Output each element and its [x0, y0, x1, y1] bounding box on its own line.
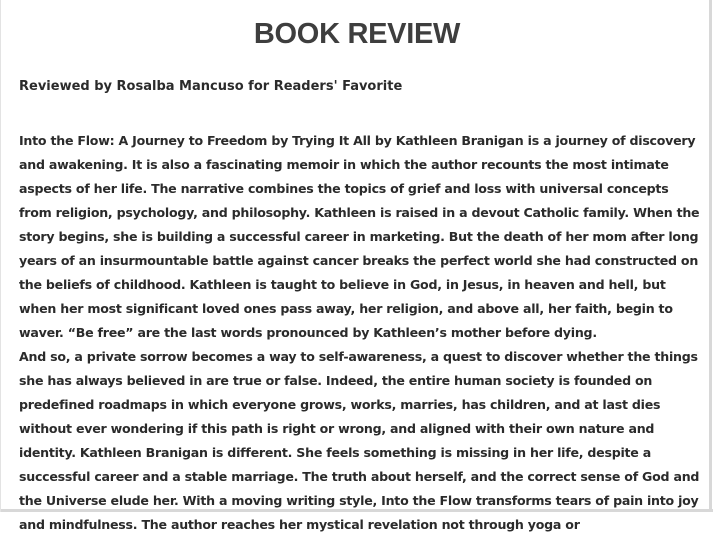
reviewer-byline: Reviewed by Rosalba Mancuso for Readers' Favorite	[19, 79, 403, 94]
bottom-edge-divider	[1, 509, 713, 512]
review-paragraph-2: And so, a private sorrow becomes a way to self-awareness, a quest to discover whether the things she has always believed in are true or false. Indeed, the entire human society is founded on predefined roadmaps in which everyone grows, works, marries, has children, and at last dies without ever wondering if this path is right or wrong, and aligned with their own nature and identity. Kathleen Branigan is different. She feels something is missing in her life, despite a successful career and a stable marriage. The truth about herself, and the correct sense of God and the Universe elude her. With a moving writing style, Into the Flow transforms tears of pain into joy and mindfulness. The author reaches her mystical revelation not through yoga or	[19, 349, 700, 532]
page-title: BOOK REVIEW	[253, 18, 461, 50]
review-paragraph-1: Into the Flow: A Journey to Freedom by Trying It All by Kathleen Branigan is a journey of discovery and awakening. It is also a fascinating memoir in which the author recounts the most intimate aspects of her life. The narrative combines the topics of grief and loss with universal concepts from religion, psychology, and philosophy. Kathleen is raised in a devout Catholic family. When the story begins, she is building a successful career in marketing. But the death of her mom after long years of an insurmountable battle against cancer breaks the perfect world she had constructed on the beliefs of childhood. Kathleen is taught to believe in God, in Jesus, in heaven and hell, but when her most significant loved ones pass away, her religion, and above all, her faith, begin to waver. “Be free” are the last words pronounced by Kathleen’s mother before dying.	[19, 133, 700, 340]
scrollbar-track[interactable]	[709, 0, 712, 512]
